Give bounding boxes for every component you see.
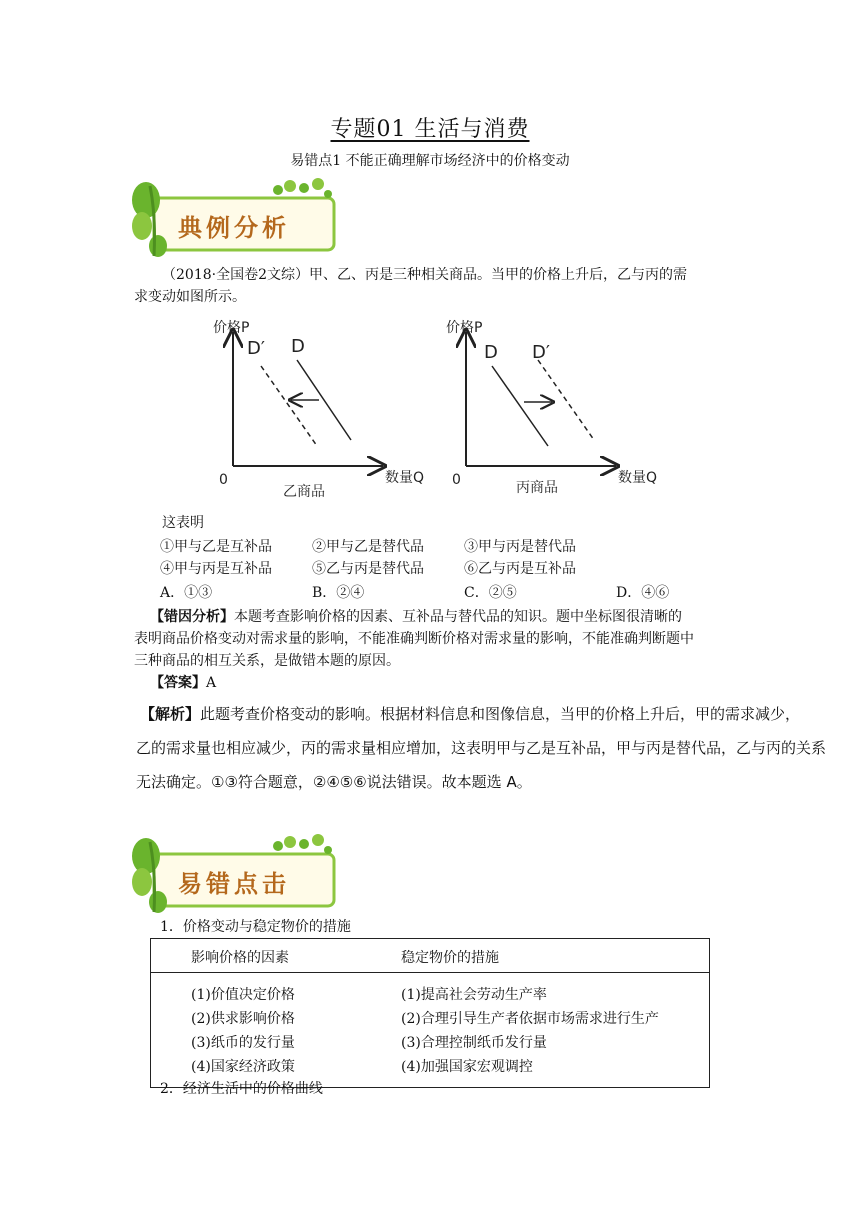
table-cell-measures	[391, 973, 710, 1088]
section2-heading: 2．经济生活中的价格曲线	[160, 1081, 323, 1097]
origin-label: 0	[219, 472, 228, 488]
table-header-measures: 稳定物价的措施	[391, 939, 710, 973]
answer-label: 【答案】	[150, 675, 206, 691]
choice-a: A．①③	[160, 585, 213, 601]
answer-value: A	[206, 675, 217, 691]
table-cell-factors	[151, 973, 392, 1088]
explanation-line2: 乙的需求量也相应减少，丙的需求量相应增加，这表明甲与乙是互补品，甲与丙是替代品，乙与丙的关系	[136, 739, 827, 757]
measure-item: (3)合理控制纸币发行量	[401, 1035, 547, 1051]
curve-d-prime-label: D′	[247, 338, 265, 359]
factor-item: (3)纸币的发行量	[191, 1035, 295, 1051]
table-row	[151, 973, 710, 1088]
statement-1: ①甲与乙是互补品	[160, 539, 272, 555]
explanation-line3: 无法确定。①③符合题意，②④⑤⑥说法错误。故本题选 A。	[136, 773, 532, 791]
statement-4: ④甲与丙是互补品	[160, 561, 272, 577]
choice-c: C．②⑤	[464, 585, 517, 601]
price-measures-table	[150, 938, 710, 1088]
y-axis-label: 价格P	[446, 320, 483, 336]
error-analysis-line1	[150, 606, 682, 628]
statement-5: ⑤乙与丙是替代品	[312, 561, 424, 577]
curve-d-label: D	[484, 342, 498, 363]
choice-b: B．②④	[312, 585, 365, 601]
graph-right	[438, 318, 678, 508]
y-axis-label: 价格P	[213, 320, 250, 336]
error-analysis-line3: 三种商品的相互关系，是做错本题的原因。	[134, 653, 400, 669]
choice-d: D．④⑥	[616, 585, 670, 601]
explanation-line1	[140, 698, 800, 730]
factor-item: (4)国家经济政策	[191, 1059, 295, 1075]
explanation-label: 【解析】	[140, 705, 201, 723]
example-badge-label: 典例分析	[178, 214, 290, 242]
table-header-row	[151, 939, 710, 973]
error-analysis-label: 【错因分析】	[150, 609, 234, 625]
x-axis-label: 数量Q	[385, 470, 425, 486]
error-points-badge	[128, 832, 338, 920]
graph-left	[205, 318, 445, 508]
curve-d-prime-label: D′	[532, 342, 550, 363]
origin-label: 0	[452, 472, 461, 488]
graph-caption: 乙商品	[283, 484, 325, 500]
error-analysis-line2: 表明商品价格变动对需求量的影响，不能准确判断价格对需求量的影响，不能准确判断题中	[134, 631, 694, 647]
measure-item: (1)提高社会劳动生产率	[401, 987, 547, 1003]
page-subtitle: 易错点1 不能正确理解市场经济中的价格变动	[290, 153, 570, 169]
page-title: 专题01 生活与消费	[330, 117, 530, 142]
statement-6: ⑥乙与丙是互补品	[464, 561, 576, 577]
question-intro-line1: （2018·全国卷2文综）甲、乙、丙是三种相关商品。当甲的价格上升后，乙与丙的需	[162, 267, 687, 283]
question-intro-line2: 求变动如图所示。	[134, 289, 246, 305]
graph-caption: 丙商品	[516, 480, 558, 496]
statement-2: ②甲与乙是替代品	[312, 539, 424, 555]
curve-d	[492, 366, 548, 446]
measure-item: (4)加强国家宏观调控	[401, 1059, 533, 1075]
section1-heading: 1．价格变动与稳定物价的措施	[160, 919, 351, 935]
example-badge	[128, 176, 338, 260]
explanation-text: 此题考查价格变动的影响。根据材料信息和图像信息，当甲的价格上升后，甲的需求减少，	[200, 705, 801, 723]
error-analysis-text: 本题考查影响价格的因素、互补品与替代品的知识。题中坐标图很清晰的	[234, 609, 682, 625]
x-axis-label: 数量Q	[618, 470, 658, 486]
factor-item: (1)价值决定价格	[191, 987, 295, 1003]
statement-3: ③甲与丙是替代品	[464, 539, 576, 555]
curve-d-label: D	[291, 336, 305, 357]
error-points-badge-label: 易错点击	[178, 870, 290, 898]
curve-d-prime	[538, 360, 594, 440]
measure-item: (2)合理引导生产者依据市场需求进行生产	[401, 1011, 659, 1027]
answer-line	[150, 672, 216, 694]
factor-item: (2)供求影响价格	[191, 1011, 295, 1027]
table-header-factors: 影响价格的因素	[151, 939, 392, 973]
question-stem: 这表明	[162, 515, 204, 531]
